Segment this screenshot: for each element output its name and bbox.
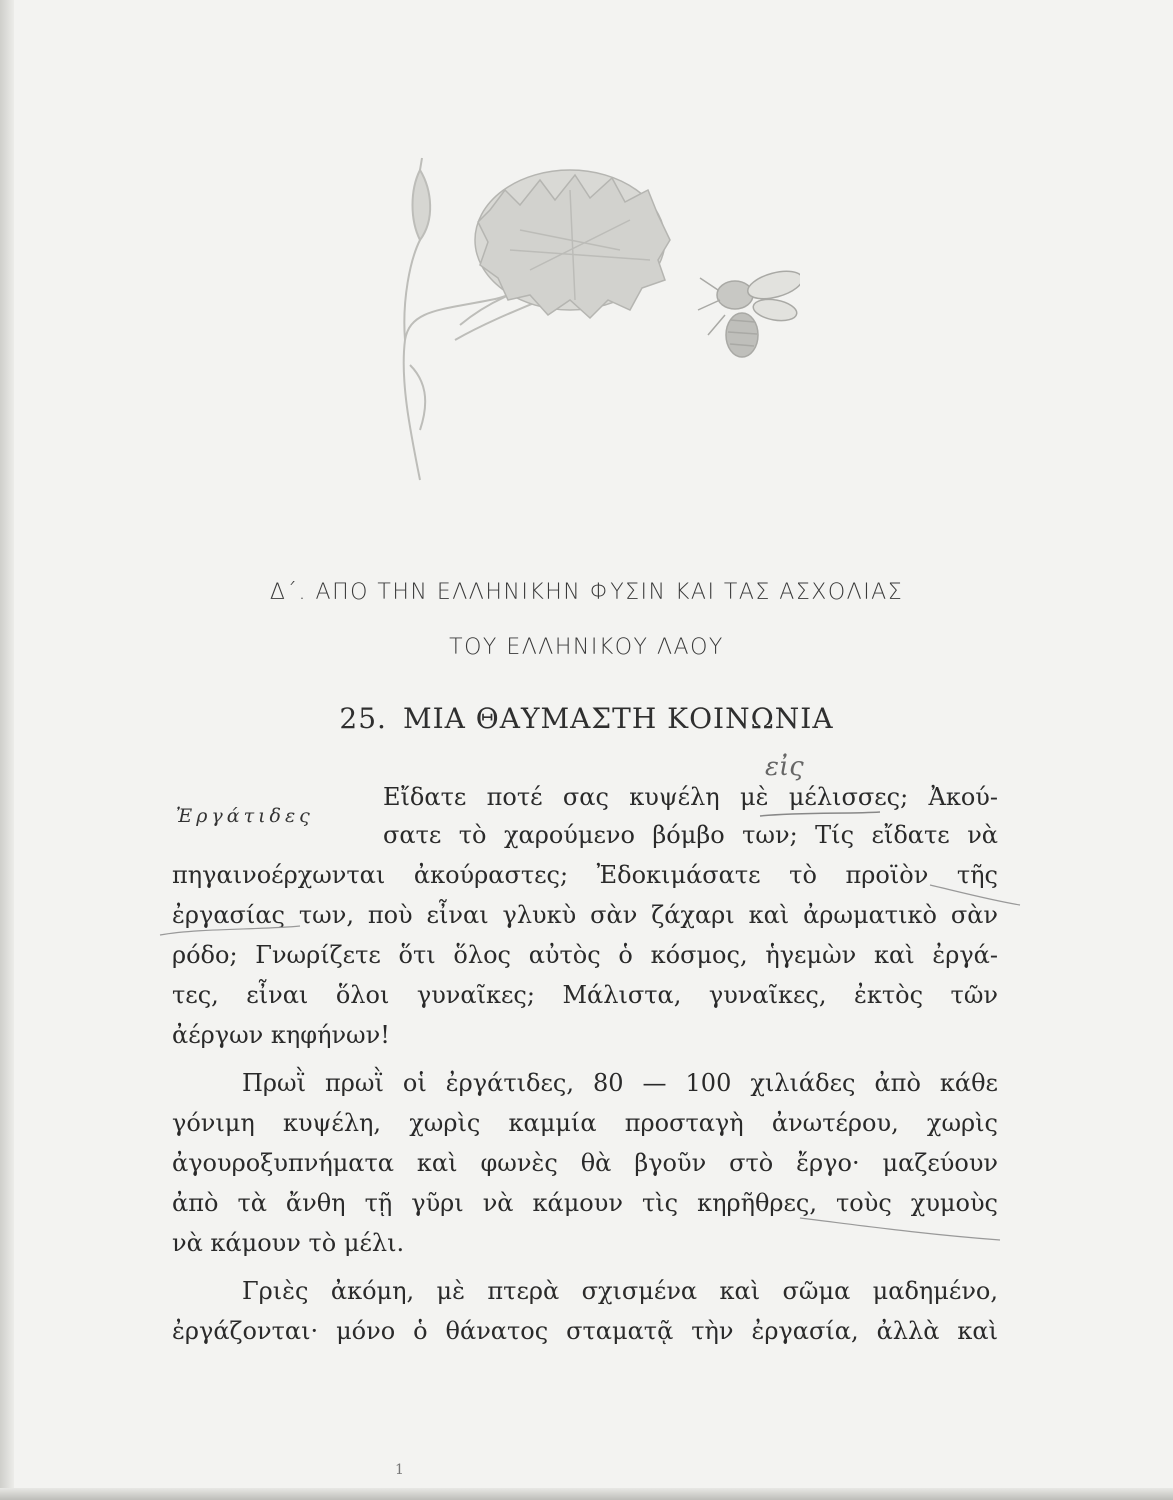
margin-note: Ἐργάτιδες — [176, 805, 314, 827]
text-line: ἐργασίας των, ποὺ εἶναι γλυκὺ σὰν ζάχαρι καὶ ἀρωματικὸ σὰν — [172, 901, 998, 929]
text-line: Πρωῒ πρωῒ οἱ ἐργάτιδες, 80 — 100 χιλιάδες ἀπὸ κάθε — [242, 1069, 998, 1097]
section-heading-line2: ΤΟΥ ΕΛΛΗΝΙΚΟΥ ΛΑΟΥ — [449, 635, 724, 660]
text-line: νὰ κάμουν τὸ μέλι. — [172, 1229, 405, 1257]
carnation-and-bee-illustration — [380, 150, 800, 490]
chapter-number: 25. — [339, 702, 387, 735]
chapter-title — [0, 702, 1173, 735]
bee-illustration — [698, 266, 800, 357]
text-line: ἀπὸ τὰ ἄνθη τῇ γῦρι νὰ κάμουν τὶς κηρῆθρες, τοὺς χυμοὺς — [172, 1189, 998, 1217]
text-line: ρόδο; Γνωρίζετε ὅτι ὅλος αὐτὸς ὁ κόσμος, ἡγεμὼν καὶ ἐργά- — [172, 941, 998, 969]
text-line: Εἴδατε ποτέ σας κυψέλη μὲ μέλισσες; Ἀκού- — [383, 783, 998, 811]
text-line: Γριὲς ἀκόμη, μὲ πτερὰ σχισμένα καὶ σῶμα μαδημένο, — [242, 1277, 998, 1305]
page-mark: 1 — [395, 1462, 404, 1478]
text-line: σατε τὸ χαρούμενο βόμβο των; Τίς εἴδατε νὰ — [383, 821, 998, 849]
text-line: τες, εἶναι ὅλοι γυναῖκες; Μάλιστα, γυναῖκες, ἐκτὸς τῶν — [172, 981, 998, 1009]
text-line: ἀγουροξυπνήματα καὶ φωνὲς θὰ βγοῦν στὸ ἔργο· μαζεύουν — [172, 1149, 998, 1177]
chapter-title-text: ΜΙΑ ΘΑΥΜΑΣΤΗ ΚΟΙΝΩΝΙΑ — [402, 702, 834, 735]
text-line: πηγαινοέρχωνται ἀκούραστες; Ἐδοκιμάσατε τὸ προϊὸν τῆς — [172, 861, 998, 889]
text-line: γόνιμη κυψέλη, χωρὶς καμμία προσταγὴ ἀνωτέρου, χωρὶς — [172, 1109, 998, 1137]
handwritten-annotation: εἰς — [765, 752, 804, 782]
page-edge-shadow — [0, 0, 14, 1500]
page-bottom-edge — [0, 1488, 1173, 1500]
text-line: ἐργάζονται· μόνο ὁ θάνατος σταματᾷ τὴν ἐργασία, ἀλλὰ καὶ — [172, 1317, 998, 1345]
section-heading-line1: Δ΄. ΑΠΟ ΤΗΝ ΕΛΛΗΝΙΚΗΝ ΦΥΣΙΝ ΚΑΙ ΤΑΣ ΑΣΧΟΛΙΑΣ — [269, 580, 904, 605]
text-line: ἀέργων κηφήνων! — [172, 1021, 390, 1049]
